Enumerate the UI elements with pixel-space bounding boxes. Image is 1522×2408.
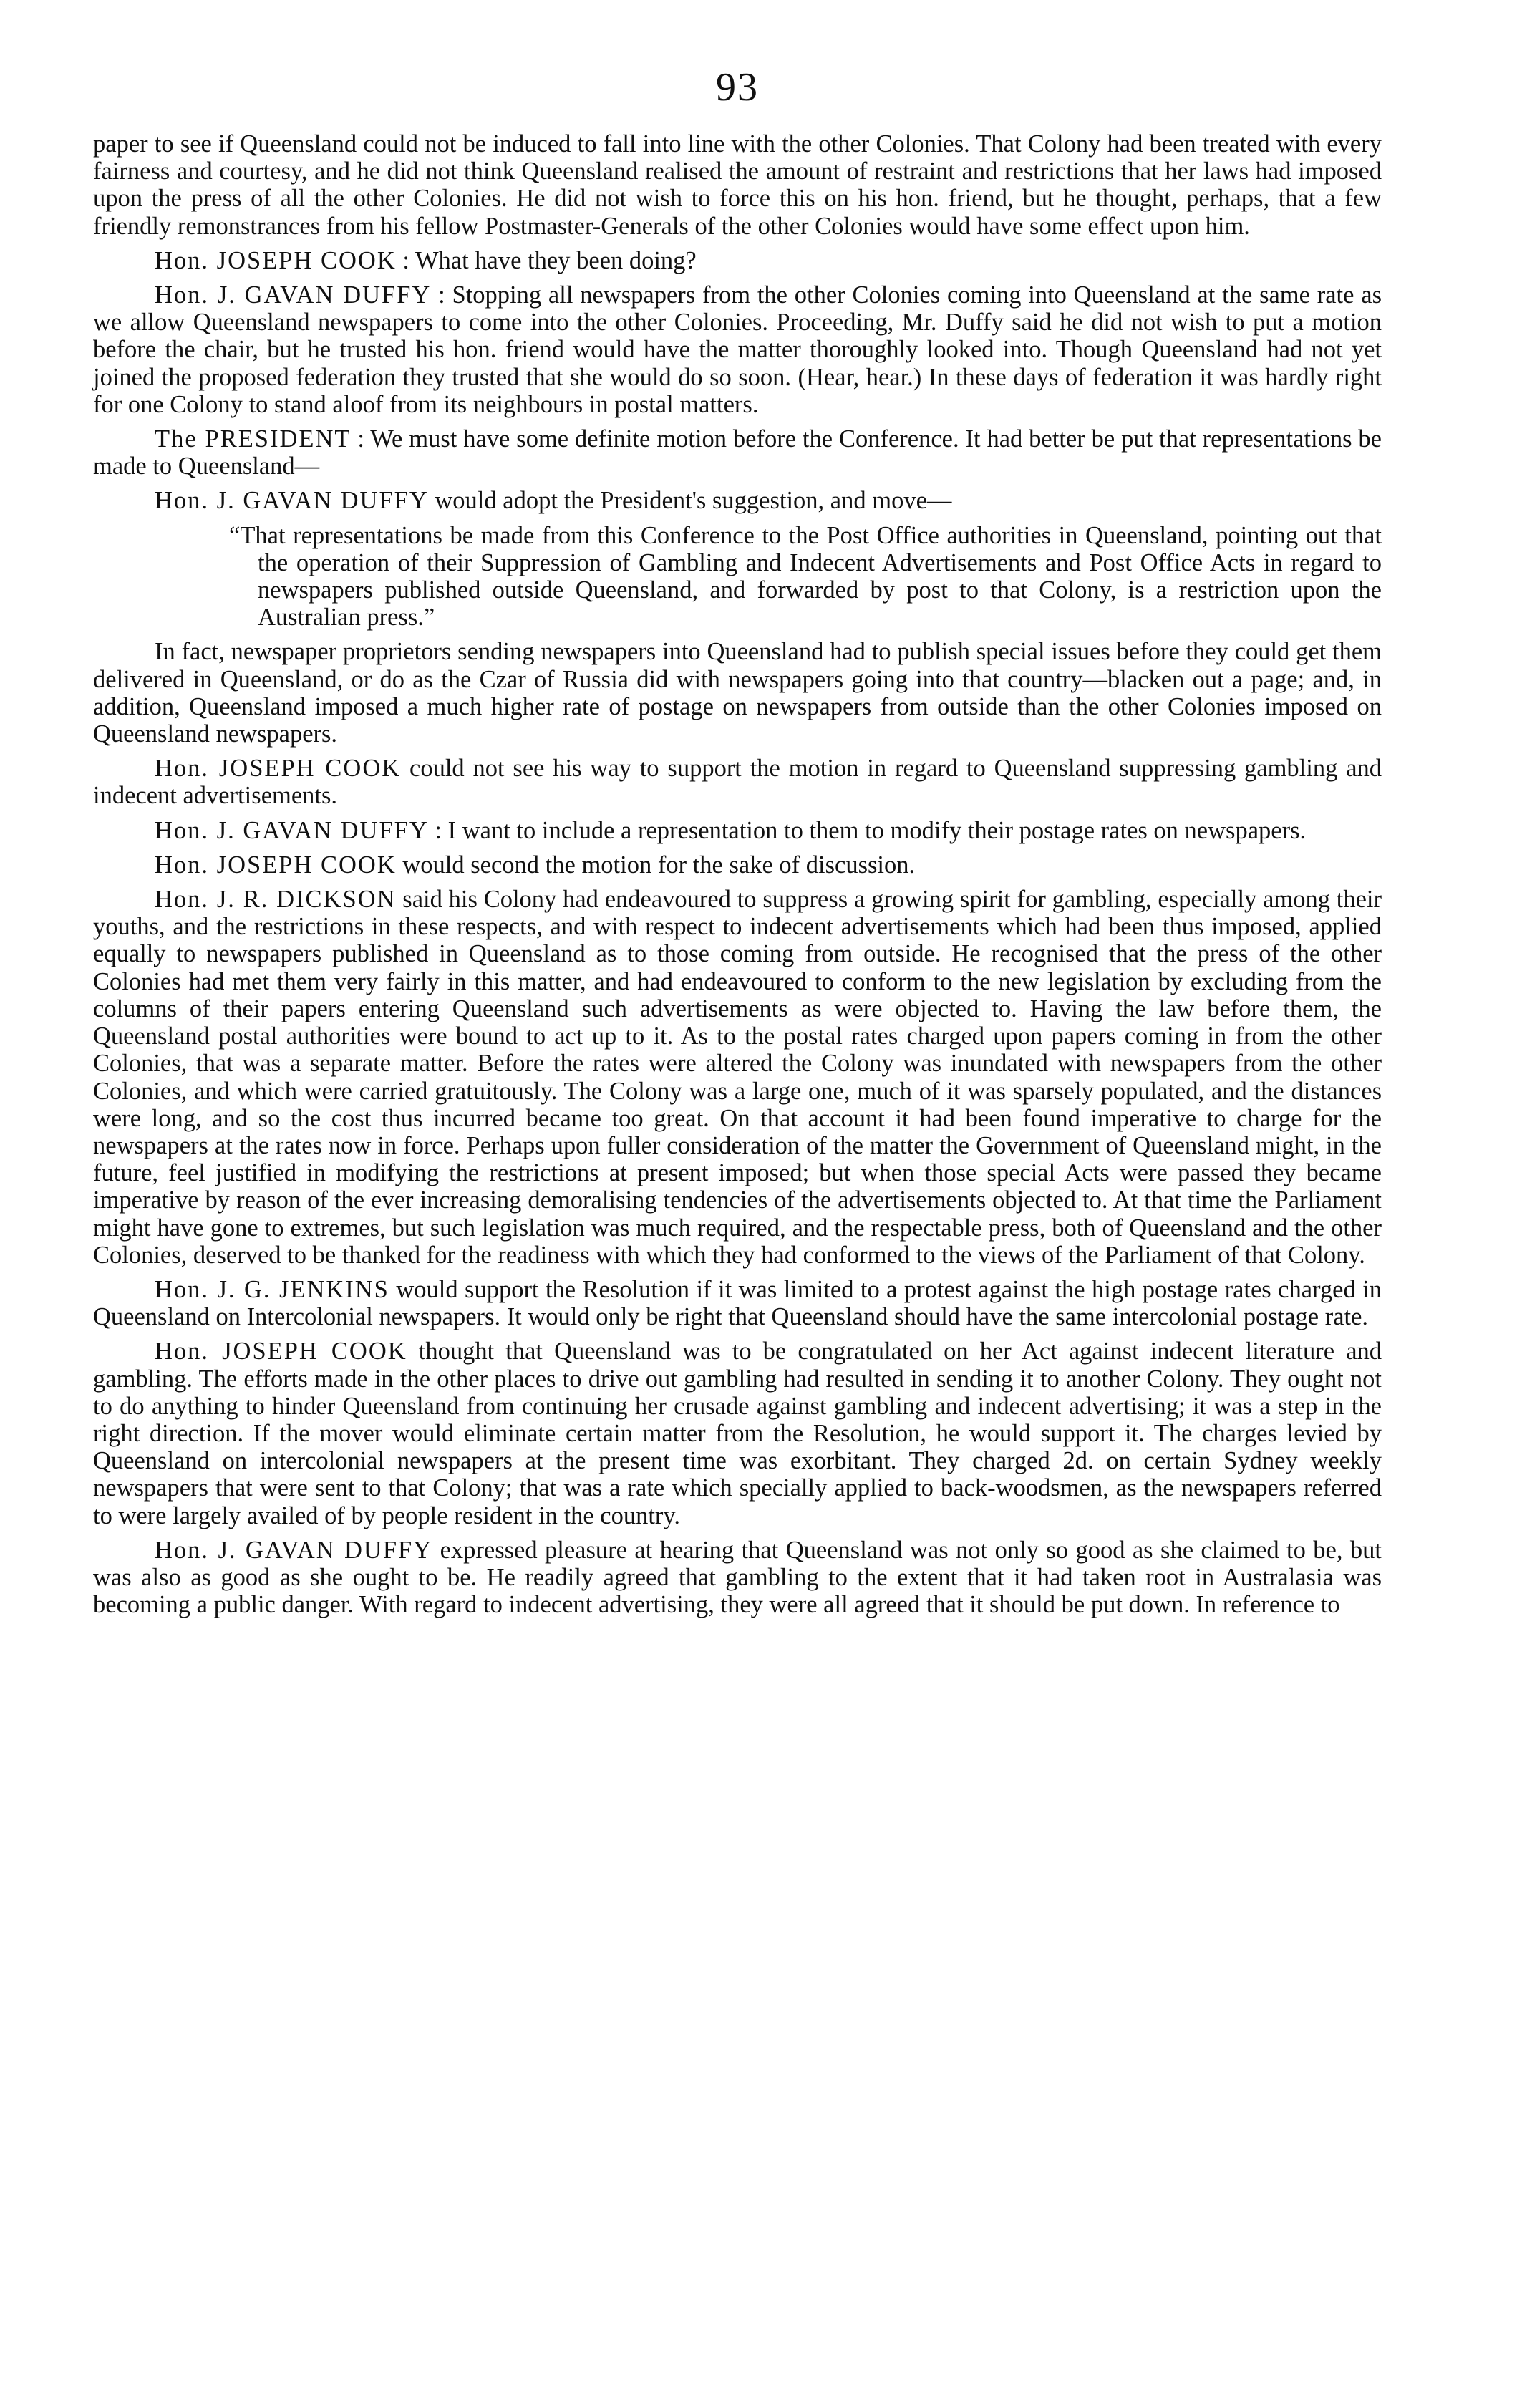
paragraph-text: : Stopping all newspapers from the other Colonies coming into Queensland at the same rate as we allow Queensland newspapers to come into the other Colonies. Proceeding, Mr. Duffy said he did not wish to put a motion before the chair, but he trusted his hon. friend would have the matter thoroughly looked into. Though Queensland had not yet joined the proposed federation they trusted that she would do so soon. (Hear, hear.) In these days of federation it was hardly right for one Colony to stand aloof from its neighbours in postal matters.: [93, 281, 1382, 418]
speaker-name: Hon. J. GAVAN DUFFY: [155, 281, 432, 309]
paragraph-text: In fact, newspaper proprietors sending newspapers into Queensland had to publish special issues before they could get them delivered in Queensland, or do as the Czar of Russia did with newspapers going into that country—blacken out a page; and, in addition, Queensland imposed a much higher rate of postage on newspapers from outside than the other Colonies imposed on Queensland newspapers.: [93, 638, 1382, 748]
page-number: 93: [716, 65, 759, 110]
paragraph-speech: [93, 247, 1382, 274]
paragraph-text: : I want to include a representation to them to modify their postage rates on newspapers.: [435, 816, 1307, 844]
paragraph-speech: [93, 1338, 1382, 1529]
speaker-name: Hon. JOSEPH COOK: [155, 851, 397, 879]
paragraph-speech: [93, 886, 1382, 1269]
speaker-name: Hon. J. GAVAN DUFFY: [155, 487, 429, 515]
paragraph-text: said his Colony had endeavoured to suppress a growing spirit for gambling, especially among their youths, and the restrictions in these respects, and with respect to indecent advertisements which had been thus imposed, applied equally to newspapers published in Queensland as to those coming from outside. He recognised that the press of the other Colonies had met them very fairly in this matter, and had endeavoured to conform to the new legislation by excluding from the columns of their papers entering Queensland such advertisements as were objected to. Having the law before them, the Queensland postal authorities were bound to act up to it. As to the postal rates charged upon papers coming in from the other Colonies, that was a separate matter. Before the rates were altered the Colony was inundated with newspapers from the other Colonies, and which were carried gratuitously. The Colony was a large one, much of it was sparsely populated, and the distances were long, and so the cost thus incurred became too great. On that account it had been found imperative to charge for the newspapers at the rates now in force. Perhaps upon fuller consideration of the matter the Government of Queensland might, in the future, feel justified in modifying the restrictions at present imposed; but when those special Acts were passed they became imperative by reason of the ever increasing demoralising tendencies of the advertisements objected to. At that time the Parliament might have gone to extremes, but such legislation was much required, and the respectable press, both of Queensland and the other Colonies, deserved to be thanked for the readiness with which they had conformed to the views of the Parliament of that Colony.: [93, 886, 1382, 1269]
speaker-name: Hon. JOSEPH COOK: [155, 1338, 407, 1365]
speaker-name: Hon. J. R. DICKSON: [155, 886, 397, 914]
speaker-name: Hon. J. GAVAN DUFFY: [155, 816, 429, 844]
paragraph-text: would second the motion for the sake of discussion.: [402, 851, 916, 879]
paragraph-speech: [93, 281, 1382, 418]
paragraph-text: thought that Queensland was to be congratulated on her Act against indecent literature and gambling. The efforts made in the other places to drive out gambling had resulted in sending it to another Colony. They ought not to do anything to hinder Queensland from continuing her crusade against gambling and indecent advertising; it was a step in the right direction. If the mover would eliminate certain matter from the Resolution, he would support it. The charges levied by Queensland on intercolonial newspapers at the present time was exorbitant. They charged 2d. on certain Sydney weekly newspapers that were sent to that Colony; that was a rate which specially applied to back-woodsmen, as the newspapers referred to were largely availed of by people resident in the country.: [93, 1338, 1382, 1529]
paragraph-continuation: [93, 130, 1382, 240]
speaker-name: Hon. JOSEPH COOK: [155, 755, 402, 783]
paragraph-speech: [93, 487, 1382, 514]
paragraph-text: : What have they been doing?: [402, 246, 697, 274]
document-page: [93, 64, 1382, 1625]
paragraph-text: would support the Resolution if it was limited to a protest against the high postage rates charged in Queensland on Intercolonial newspapers. It would only be right that Queensland should have the same intercolonial postage rate.: [93, 1275, 1382, 1331]
paragraph-speech: [93, 817, 1382, 844]
paragraph-speech: [93, 851, 1382, 879]
paragraph-text: : We must have some definite motion before the Conference. It had better be put that representations be made to Queensland—: [93, 425, 1382, 480]
resolution-quote: “That representations be made from this Conference to the Post Office authorities in Queensland, pointing out that the operation of their Suppression of Gambling and Indecent Advertisements and Post Office Acts in regard to newspapers published outside Queensland, and forwarded by post to that Colony, is a restriction upon the Australian press.”: [229, 521, 1382, 632]
paragraph-text: could not see his way to support the motion in regard to Queensland suppressing gambling and indecent advertisements.: [93, 755, 1382, 810]
paragraph-continuation: [93, 638, 1382, 748]
paragraph-speech: [93, 1276, 1382, 1330]
speaker-name: The PRESIDENT: [155, 425, 352, 453]
paragraph-text: expressed pleasure at hearing that Queensland was not only so good as she claimed to be, but was also as good as she ought to be. He readily agreed that gambling to the extent that it had taken root in Australasia was becoming a public danger. With regard to indecent advertising, they were all agreed that it should be put down. In reference to: [93, 1536, 1382, 1619]
paragraph-text: would adopt the President's suggestion, and move—: [435, 487, 952, 515]
speaker-name: Hon. J. GAVAN DUFFY: [155, 1536, 433, 1564]
paragraph-text: paper to see if Queensland could not be induced to fall into line with the other Colonies. That Colony had been treated with every fairness and courtesy, and he did not think Queensland realised the amount of restraint and restrictions that her laws had imposed upon the press of all the other Colonies. He did not wish to force this on his hon. friend, but he thought, perhaps, that a few friendly remonstrances from his fellow Postmaster-Generals of the other Colonies would have some effect upon him.: [93, 130, 1382, 240]
paragraph-speech: [93, 425, 1382, 480]
speaker-name: Hon. J. G. JENKINS: [155, 1275, 389, 1303]
paragraph-speech: [93, 755, 1382, 809]
paragraph-speech: [93, 1537, 1382, 1619]
speaker-name: Hon. JOSEPH COOK: [155, 246, 397, 274]
